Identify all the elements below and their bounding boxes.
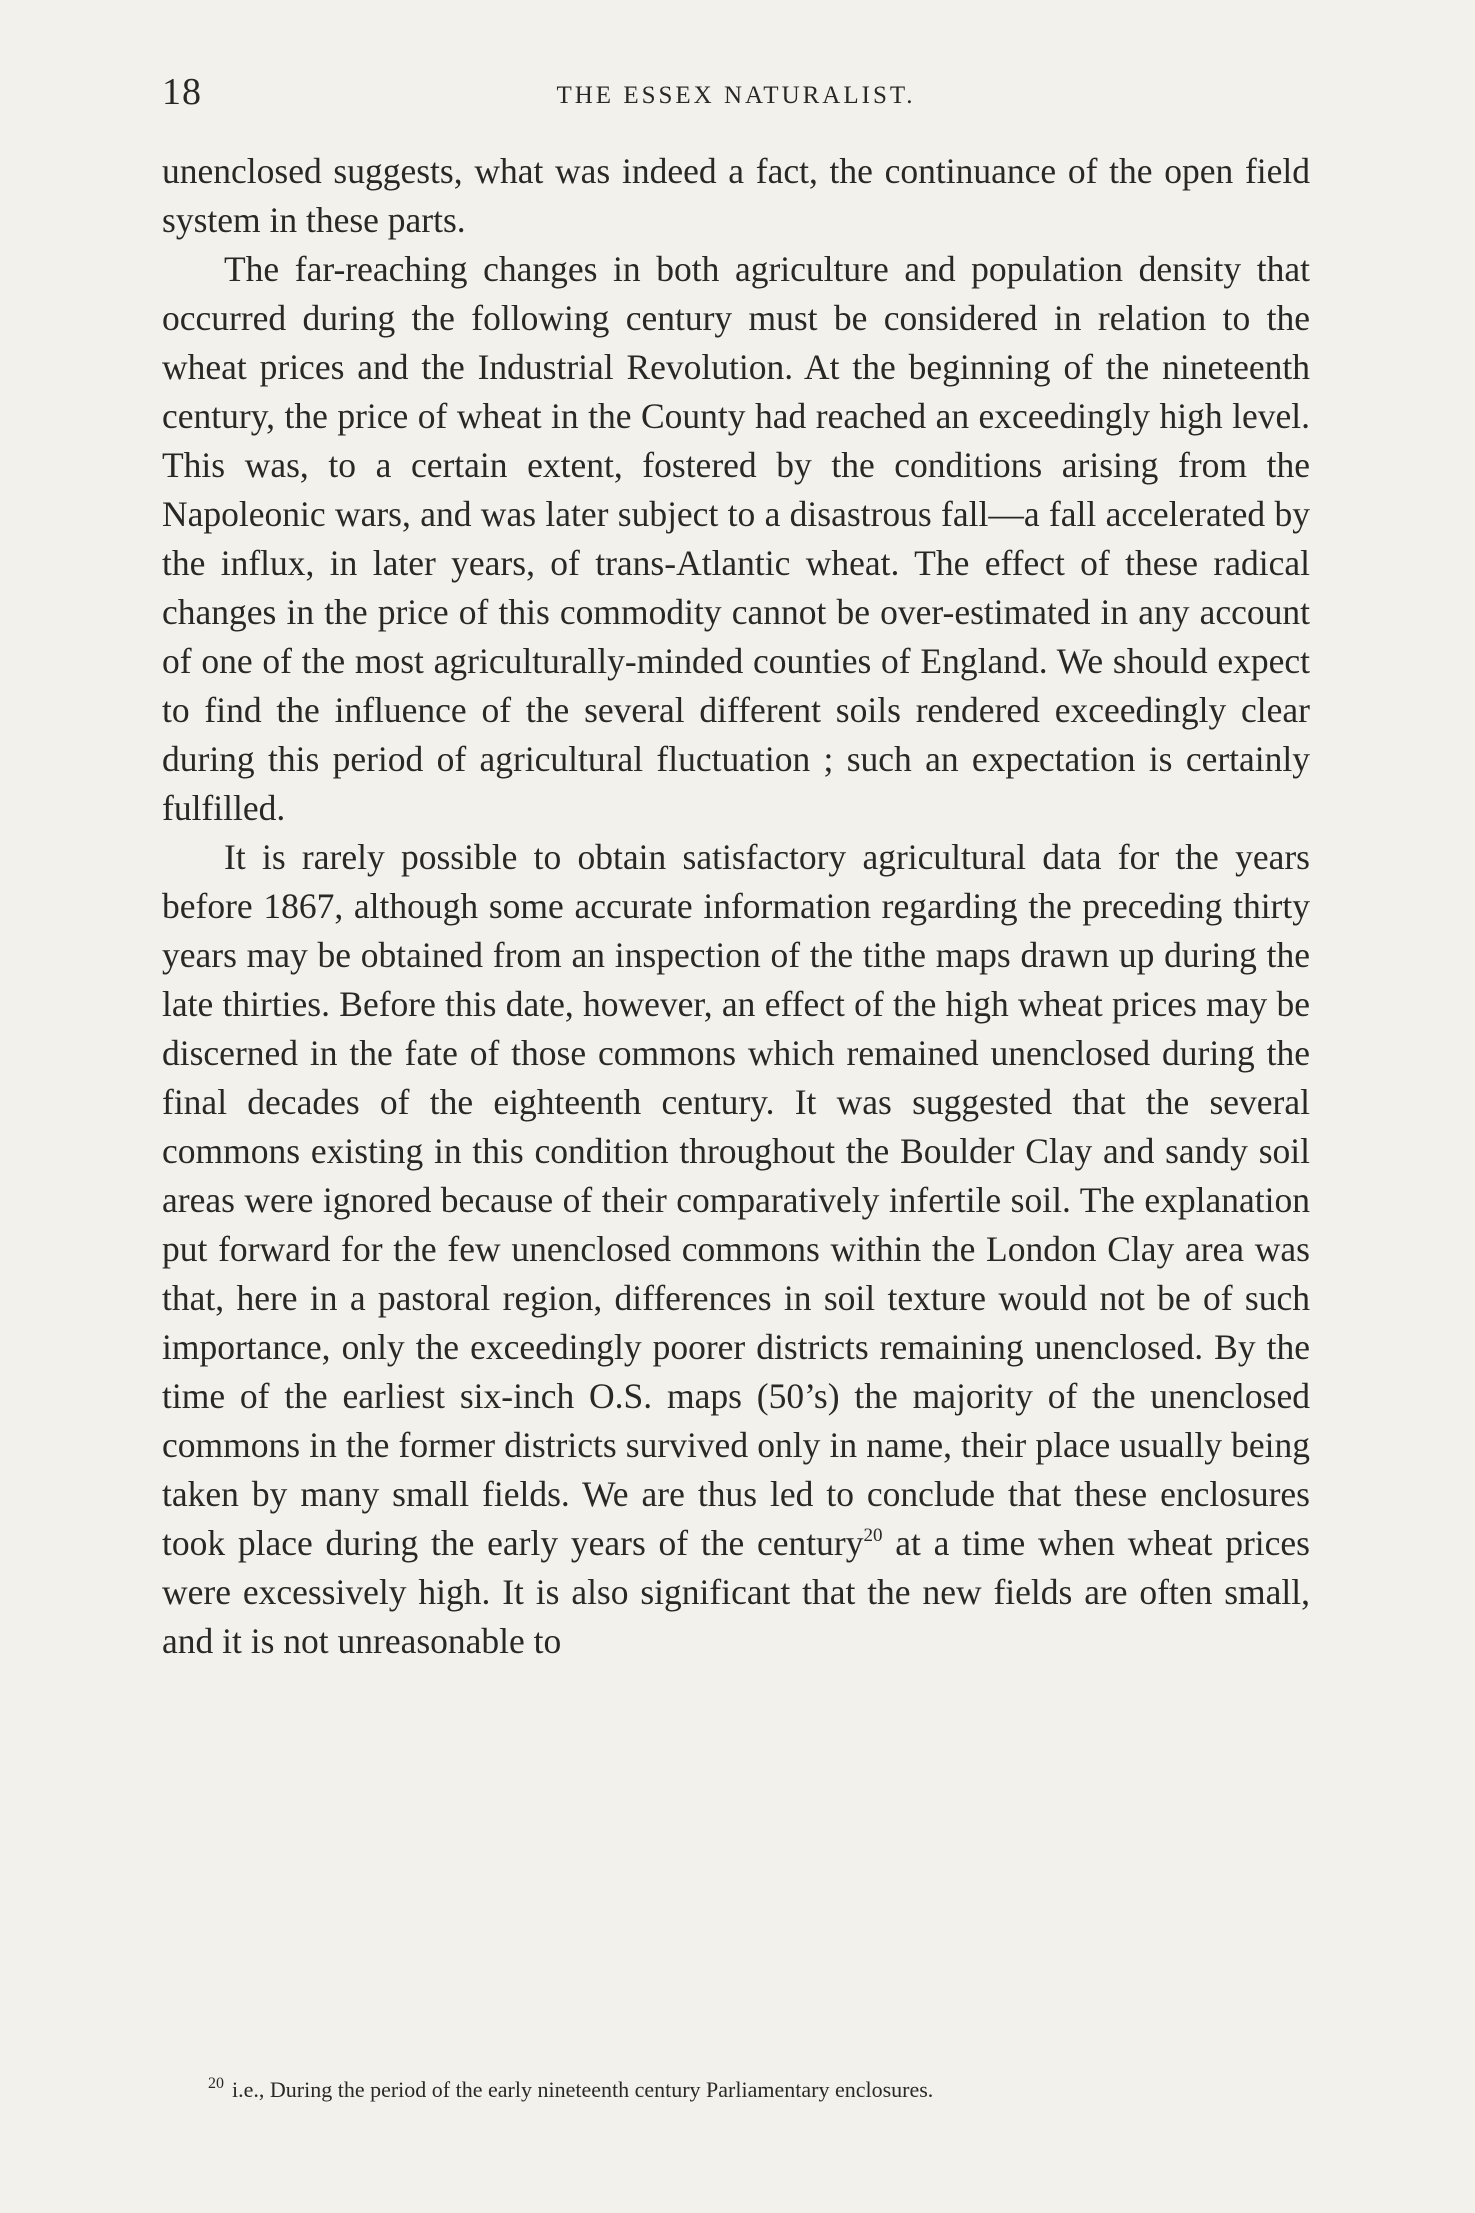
page-number: 18 [162, 71, 202, 113]
running-title: THE ESSEX NATURALIST. [556, 82, 916, 109]
footnote [208, 2075, 1308, 2105]
paragraph-1: unenclosed suggests, what was indeed a fact, the continuance of the open field system in these parts. [162, 151, 1310, 240]
page-header [162, 70, 1310, 120]
paragraph-3-text-start: It is rarely possible to obtain satisfactory agricultural data for the years before 1867, although some accurate information regarding the preceding thirty years may be obtained from an inspection of the tithe maps drawn up during the late thirties. Before this date, however, an effect of the high wheat prices may be discerned in the fate of those commons which remained unenclosed during the final decades of the eighteenth century. It was suggested that the several commons existing in this condition throughout the Boulder Clay and sandy soil areas were ignored because of their comparatively infertile soil. The explanation put forward for the few unenclosed commons within the London Clay area was that, here in a pastoral region, differences in soil texture would not be of such importance, only the exceedingly poorer districts remaining unenclosed. By the time of the earliest six-inch O.S. maps (50’s) the majority of the unenclosed commons in the former districts survived only in name, their place usually being taken by many small fields. We are thus led to conclude that these enclosures took place during the early years of the century [162, 837, 1310, 1563]
paragraph-2: The far-reaching changes in both agriculture and population density that occurred during the following century must be considered in relation to the wheat prices and the Industrial Revolution. At the beginning of the nineteenth century, the price of wheat in the County had reached an exceedingly high level. This was, to a certain extent, fostered by the conditions arising from the Napoleonic wars, and was later subject to a disastrous fall—a fall accelerated by the influx, in later years, of trans-Atlantic wheat. The effect of these radical changes in the price of this commodity cannot be over-estimated in any account of one of the most agriculturally-minded counties of England. We should expect to find the influence of the several different soils rendered exceedingly clear during this period of agricultural fluctuation ; such an expectation is certainly fulfilled. [162, 249, 1310, 828]
footnote-text: i.e., During the period of the early nineteenth century Parliamentary enclosures. [232, 2077, 934, 2102]
paragraph-3-text-end: at a time when wheat prices were excessively high. It is also significant that the new fields are often small, and it is not unreasonable to [162, 1523, 1310, 1661]
footnote-reference[interactable]: 20 [863, 1525, 883, 1546]
paragraph-3 [162, 833, 1310, 1666]
footnote-number: 20 [208, 2075, 224, 2092]
body-text [162, 147, 1310, 1666]
